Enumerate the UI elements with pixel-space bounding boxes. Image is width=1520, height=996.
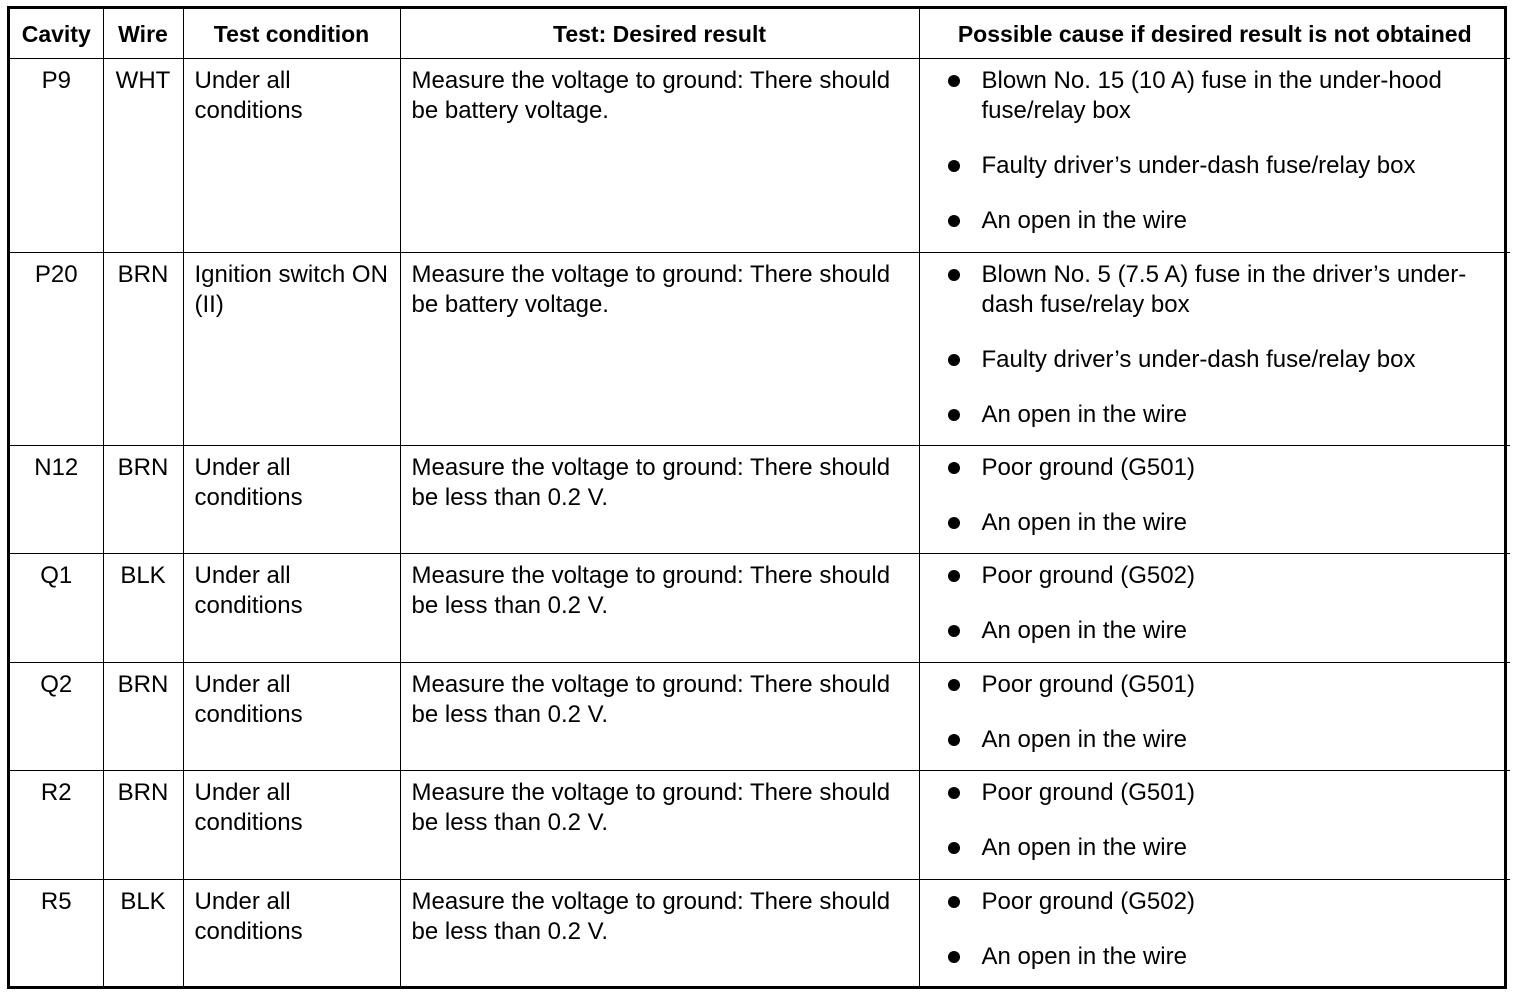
desired-result-cell: Measure the voltage to ground: There should be battery voltage. <box>400 253 919 446</box>
possible-cause-cell <box>919 554 1510 663</box>
cause-text: An open in the wire <box>981 834 1187 861</box>
test-condition-cell: Under all conditions <box>183 663 400 771</box>
cavity-cell: N12 <box>10 446 103 554</box>
wire-color-cell: BRN <box>103 253 183 446</box>
cause-text: Poor ground (G501) <box>981 454 1195 481</box>
cause-list <box>948 670 1503 755</box>
cause-text: Poor ground (G502) <box>981 562 1195 589</box>
cause-text: An open in the wire <box>981 509 1187 536</box>
cavity-cell: P20 <box>10 253 103 446</box>
header-row <box>10 9 1510 59</box>
header-wire: Wire <box>103 9 183 59</box>
bullet-icon <box>948 679 960 691</box>
cause-item <box>948 833 1503 863</box>
bullet-icon <box>948 462 960 474</box>
test-table-frame <box>7 6 1507 989</box>
bullet-icon <box>948 160 960 172</box>
wire-color-cell: BLK <box>103 880 183 987</box>
possible-cause-cell <box>919 880 1510 987</box>
header-possible-cause: Possible cause if desired result is not obtained <box>919 9 1510 59</box>
cause-item <box>948 942 1503 972</box>
cavity-cell: R2 <box>10 771 103 880</box>
bullet-icon <box>948 354 960 366</box>
cause-list <box>948 260 1503 430</box>
cause-list <box>948 887 1503 972</box>
wire-color-cell: BLK <box>103 554 183 663</box>
test-condition-cell: Under all conditions <box>183 59 400 253</box>
test-condition-cell: Under all conditions <box>183 446 400 554</box>
cause-item <box>948 616 1503 646</box>
header-test-condition: Test condition <box>183 9 400 59</box>
cavity-cell: Q2 <box>10 663 103 771</box>
bullet-icon <box>948 570 960 582</box>
cause-text: Poor ground (G501) <box>981 671 1195 698</box>
bullet-icon <box>948 951 960 963</box>
header-test-result: Test: Desired result <box>400 9 919 59</box>
possible-cause-cell <box>919 446 1510 554</box>
cause-item <box>948 778 1503 808</box>
table-row <box>10 446 1510 554</box>
cause-text: Faulty driver’s under-dash fuse/relay box <box>981 346 1416 373</box>
table-body <box>10 59 1510 987</box>
table-row <box>10 554 1510 663</box>
bullet-icon <box>948 409 960 421</box>
cause-text: Faulty driver’s under-dash fuse/relay box <box>981 152 1416 179</box>
bullet-icon <box>948 269 960 281</box>
test-condition-cell: Ignition switch ON (II) <box>183 253 400 446</box>
cause-item <box>948 400 1503 430</box>
header-cavity: Cavity <box>10 9 103 59</box>
desired-result-cell: Measure the voltage to ground: There should be battery voltage. <box>400 59 919 253</box>
desired-result-cell: Measure the voltage to ground: There should be less than 0.2 V. <box>400 554 919 663</box>
cavity-cell: P9 <box>10 59 103 253</box>
table-row <box>10 253 1510 446</box>
cause-item <box>948 345 1503 375</box>
desired-result-cell: Measure the voltage to ground: There should be less than 0.2 V. <box>400 663 919 771</box>
cause-item <box>948 508 1503 538</box>
cause-text: Blown No. 15 (10 A) fuse in the under-hood fuse/relay box <box>981 67 1442 124</box>
cause-item <box>948 725 1503 755</box>
cause-item <box>948 453 1503 483</box>
desired-result-cell: Measure the voltage to ground: There should be less than 0.2 V. <box>400 446 919 554</box>
wire-color-cell: BRN <box>103 771 183 880</box>
cause-item <box>948 887 1503 917</box>
cause-list <box>948 453 1503 538</box>
cause-item <box>948 206 1503 236</box>
cause-text: Blown No. 5 (7.5 A) fuse in the driver’s under-dash fuse/relay box <box>981 261 1467 318</box>
cause-text: An open in the wire <box>981 726 1187 753</box>
cause-list <box>948 66 1503 236</box>
bullet-icon <box>948 517 960 529</box>
cause-list <box>948 561 1503 646</box>
cause-text: An open in the wire <box>981 401 1187 428</box>
bullet-icon <box>948 625 960 637</box>
cause-item <box>948 670 1503 700</box>
bullet-icon <box>948 734 960 746</box>
wire-color-cell: WHT <box>103 59 183 253</box>
cause-text: Poor ground (G501) <box>981 779 1195 806</box>
possible-cause-cell <box>919 771 1510 880</box>
table-row <box>10 59 1510 253</box>
table-row <box>10 771 1510 880</box>
connector-test-table <box>10 9 1510 987</box>
possible-cause-cell <box>919 253 1510 446</box>
cause-item <box>948 151 1503 181</box>
cause-item <box>948 260 1503 320</box>
cause-text: An open in the wire <box>981 207 1187 234</box>
test-condition-cell: Under all conditions <box>183 771 400 880</box>
table-row <box>10 880 1510 987</box>
desired-result-cell: Measure the voltage to ground: There should be less than 0.2 V. <box>400 880 919 987</box>
cause-list <box>948 778 1503 863</box>
wire-color-cell: BRN <box>103 446 183 554</box>
cause-text: Poor ground (G502) <box>981 888 1195 915</box>
bullet-icon <box>948 787 960 799</box>
cause-item <box>948 66 1503 126</box>
bullet-icon <box>948 75 960 87</box>
bullet-icon <box>948 215 960 227</box>
bullet-icon <box>948 896 960 908</box>
bullet-icon <box>948 842 960 854</box>
desired-result-cell: Measure the voltage to ground: There should be less than 0.2 V. <box>400 771 919 880</box>
test-condition-cell: Under all conditions <box>183 554 400 663</box>
possible-cause-cell <box>919 663 1510 771</box>
wire-color-cell: BRN <box>103 663 183 771</box>
table-row <box>10 663 1510 771</box>
cavity-cell: R5 <box>10 880 103 987</box>
cavity-cell: Q1 <box>10 554 103 663</box>
possible-cause-cell <box>919 59 1510 253</box>
test-condition-cell: Under all conditions <box>183 880 400 987</box>
cause-item <box>948 561 1503 591</box>
cause-text: An open in the wire <box>981 943 1187 970</box>
cause-text: An open in the wire <box>981 617 1187 644</box>
